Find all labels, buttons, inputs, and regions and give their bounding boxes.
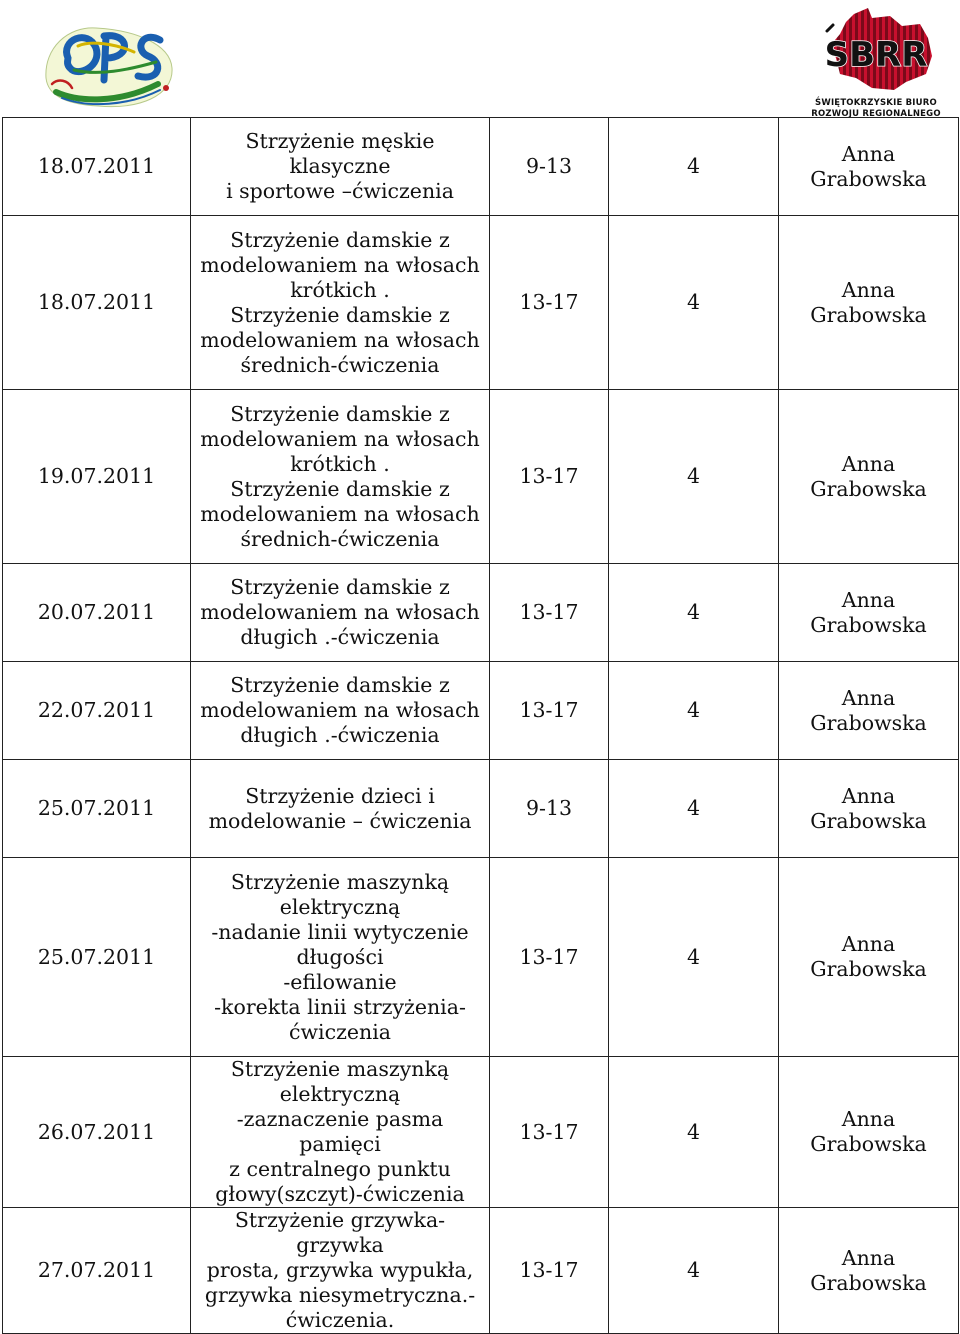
table-row <box>3 216 959 390</box>
hours-cell: 13-17 <box>490 564 609 662</box>
table-row <box>3 662 959 760</box>
topic-cell: Strzyżenie damskie z modelowaniem na włosach krótkich . Strzyżenie damskie z modelowaniem na włosach średnich-ćwiczenia <box>191 390 490 564</box>
table-row <box>3 1208 959 1334</box>
trainer-cell: Anna Grabowska <box>779 760 959 858</box>
count-cell: 4 <box>609 390 779 564</box>
date-cell: 20.07.2011 <box>3 564 191 662</box>
schedule-table <box>2 117 959 1334</box>
topic-cell: Strzyżenie damskie z modelowaniem na włosach krótkich . Strzyżenie damskie z modelowaniem na włosach średnich-ćwiczenia <box>191 216 490 390</box>
hours-cell: 13-17 <box>490 1208 609 1334</box>
topic-cell: Strzyżenie maszynką elektryczną -zaznaczenie pasma pamięci z centralnego punktu głowy(szczyt)-ćwiczenia <box>191 1057 490 1208</box>
table-row <box>3 1057 959 1208</box>
table-row <box>3 858 959 1057</box>
hours-cell: 13-17 <box>490 1057 609 1208</box>
topic-cell: Strzyżenie damskie z modelowaniem na włosach długich .-ćwiczenia <box>191 662 490 760</box>
svg-text:SBRR: SBRR <box>824 35 928 75</box>
date-cell: 18.07.2011 <box>3 118 191 216</box>
count-cell: 4 <box>609 760 779 858</box>
count-cell: 4 <box>609 662 779 760</box>
table-row <box>3 564 959 662</box>
date-cell: 22.07.2011 <box>3 662 191 760</box>
date-cell: 27.07.2011 <box>3 1208 191 1334</box>
table-row <box>3 760 959 858</box>
hours-cell: 9-13 <box>490 760 609 858</box>
trainer-cell: Anna Grabowska <box>779 390 959 564</box>
ops-wloszczowa-logo <box>38 18 178 116</box>
trainer-cell: Anna Grabowska <box>779 118 959 216</box>
date-cell: 18.07.2011 <box>3 216 191 390</box>
topic-cell: Strzyżenie grzywka-grzywka prosta, grzywka wypukła, grzywka niesymetryczna.- ćwiczenia. <box>191 1208 490 1334</box>
date-cell: 25.07.2011 <box>3 858 191 1057</box>
count-cell: 4 <box>609 564 779 662</box>
count-cell: 4 <box>609 858 779 1057</box>
count-cell: 4 <box>609 118 779 216</box>
topic-cell: Strzyżenie damskie z modelowaniem na włosach długich .-ćwiczenia <box>191 564 490 662</box>
sbrr-logo <box>810 4 942 120</box>
count-cell: 4 <box>609 1208 779 1334</box>
trainer-cell: Anna Grabowska <box>779 662 959 760</box>
topic-cell: Strzyżenie męskie klasyczne i sportowe –ćwiczenia <box>191 118 490 216</box>
date-cell: 19.07.2011 <box>3 390 191 564</box>
hours-cell: 13-17 <box>490 216 609 390</box>
trainer-cell: Anna Grabowska <box>779 1208 959 1334</box>
trainer-cell: Anna Grabowska <box>779 1057 959 1208</box>
sbrr-caption-line2: ROZWOJU REGIONALNEGO <box>811 109 941 119</box>
hours-cell: 13-17 <box>490 662 609 760</box>
count-cell: 4 <box>609 1057 779 1208</box>
ops-logo-graphic <box>38 18 178 116</box>
topic-cell: Strzyżenie maszynką elektryczną -nadanie linii wytyczenie długości -efilowanie -korekta linii strzyżenia- ćwiczenia <box>191 858 490 1057</box>
sbrr-logo-graphic <box>810 4 942 96</box>
table-row <box>3 390 959 564</box>
trainer-cell: Anna Grabowska <box>779 564 959 662</box>
sbrr-caption-line1: ŚWIĘTOKRZYSKIE BIURO <box>815 98 937 108</box>
trainer-cell: Anna Grabowska <box>779 216 959 390</box>
trainer-cell: Anna Grabowska <box>779 858 959 1057</box>
hours-cell: 9-13 <box>490 118 609 216</box>
count-cell: 4 <box>609 216 779 390</box>
topic-cell: Strzyżenie dzieci i modelowanie – ćwiczenia <box>191 760 490 858</box>
hours-cell: 13-17 <box>490 390 609 564</box>
date-cell: 25.07.2011 <box>3 760 191 858</box>
table-row <box>3 118 959 216</box>
date-cell: 26.07.2011 <box>3 1057 191 1208</box>
hours-cell: 13-17 <box>490 858 609 1057</box>
